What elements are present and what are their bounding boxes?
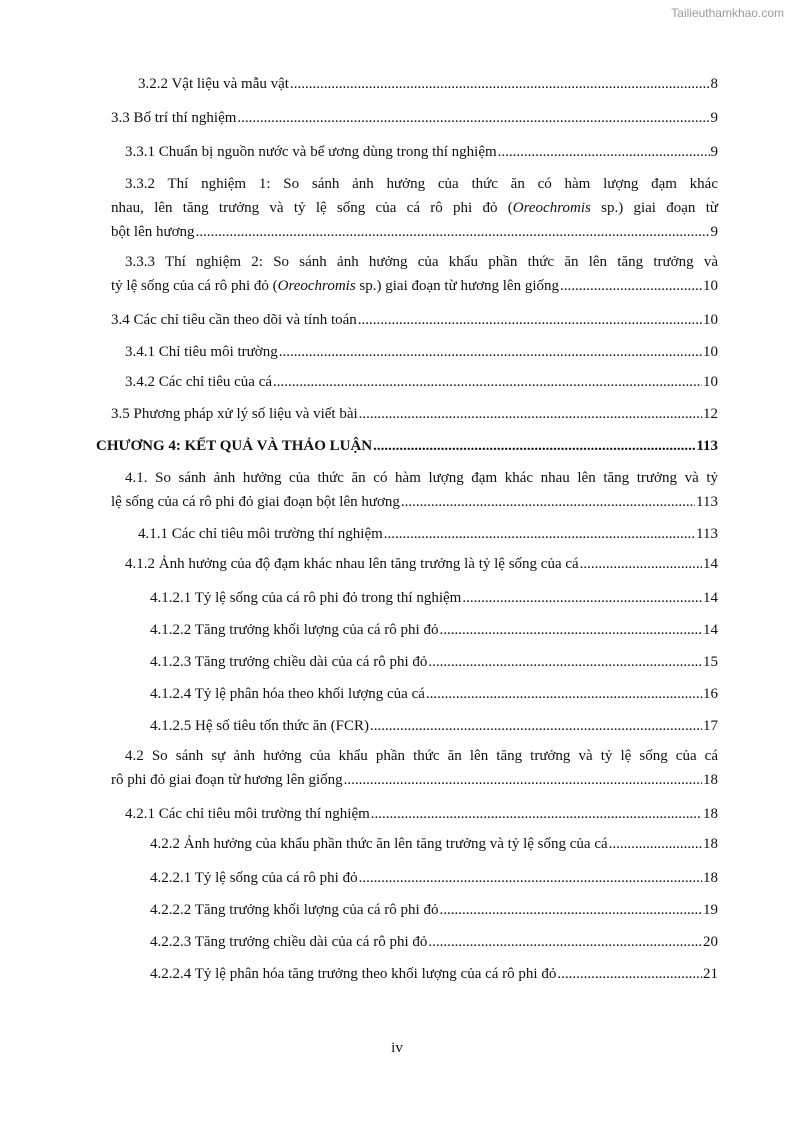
toc-entry-page: 10	[703, 312, 718, 328]
toc-entry-page: 14	[703, 622, 718, 638]
toc-entry-page: 12	[703, 406, 718, 422]
toc-entry-title: 4.1.1 Các chỉ tiêu môi trường thí nghiệm	[138, 526, 383, 542]
toc-entry[interactable]	[125, 140, 718, 164]
toc-entry[interactable]	[125, 802, 718, 826]
toc-entry-page: 9	[710, 110, 718, 126]
toc-entry-title: 3.5 Phương pháp xử lý số liệu và viết bài	[111, 406, 358, 422]
toc-entry-multiline[interactable]	[111, 466, 718, 514]
toc-entry[interactable]	[150, 586, 718, 610]
toc-entry-title: 4.1.2.5 Hệ số tiêu tốn thức ăn (FCR)	[150, 718, 369, 734]
toc-entry-page: 9	[710, 144, 718, 160]
toc-entry[interactable]	[125, 370, 718, 394]
toc-entry-title: 4.1.2.2 Tăng trưởng khối lượng của cá rô phi đỏ	[150, 622, 439, 638]
toc-entry-title: 4.1.2.1 Tỷ lệ sống của cá rô phi đỏ trong thí nghiệm	[150, 590, 462, 606]
toc-entry-title: 4.1.2.4 Tỷ lệ phân hóa theo khối lượng của cá	[150, 686, 425, 702]
toc-entry-line: 4.2 So sánh sự ảnh hưởng của khẩu phần thức ăn lên tăng trưởng và tỷ lệ sống của cá	[125, 748, 718, 764]
toc-entry-page: 15	[703, 654, 718, 670]
toc-entry-page: 113	[696, 526, 718, 542]
toc-entry[interactable]	[150, 930, 718, 954]
toc-chapter-entry[interactable]	[96, 434, 718, 458]
toc-entry-multiline[interactable]	[111, 744, 718, 792]
toc-entry-title: 4.1.2 Ảnh hưởng của độ đạm khác nhau lên tăng trưởng là tỷ lệ sống của cá	[125, 556, 579, 572]
toc-entry[interactable]	[150, 866, 718, 890]
toc-entry-title: lệ sống của cá rô phi đỏ giai đoạn bột lên hương	[111, 494, 400, 510]
toc-entry-title: 4.2.2.2 Tăng trưởng khối lượng của cá rô phi đỏ	[150, 902, 439, 918]
toc-entry-title: rô phi đỏ giai đoạn từ hương lên giống	[111, 772, 343, 788]
toc-entry[interactable]	[111, 308, 718, 332]
toc-entry[interactable]	[150, 618, 718, 642]
toc-entry-line: nhau, lên tăng trưởng và tỷ lệ sống của cá rô phi đỏ (Oreochromis sp.) giai đoạn từ	[111, 200, 719, 216]
toc-entry-page: 10	[703, 374, 718, 390]
toc-entry-page: 18	[703, 870, 718, 886]
toc-entry[interactable]	[125, 552, 718, 576]
toc-entry-title: 4.2.2 Ảnh hưởng của khẩu phần thức ăn lên tăng trưởng và tỷ lệ sống của cá	[150, 836, 608, 852]
toc-entry-page: 18	[703, 806, 718, 822]
toc-entry-title: 4.2.2.1 Tỷ lệ sống của cá rô phi đỏ	[150, 870, 358, 886]
toc-entry-multiline[interactable]	[111, 250, 718, 298]
toc-entry-page: 10	[703, 344, 718, 360]
toc-entry-page: 16	[703, 686, 718, 702]
toc-entry-page: 10	[703, 278, 718, 294]
toc-entry-title: bột lên hương	[111, 224, 195, 240]
toc-entry[interactable]	[111, 106, 718, 130]
toc-entry-page: 14	[703, 590, 718, 606]
toc-entry-title: 3.4 Các chỉ tiêu cần theo dõi và tính toán	[111, 312, 357, 328]
toc-entry-title: 3.2.2 Vật liệu và mẫu vật	[138, 76, 289, 92]
toc-entry-title: 3.4.2 Các chỉ tiêu của cá	[125, 374, 273, 390]
toc-entry[interactable]	[150, 714, 718, 738]
toc-entry-title: 3.3 Bố trí thí nghiệm	[111, 110, 237, 126]
toc-entry-page: 8	[710, 76, 718, 92]
toc-entry-page: 20	[703, 934, 718, 950]
toc-entry-title: 3.4.1 Chỉ tiêu môi trường	[125, 344, 278, 360]
toc-entry-page: 9	[710, 224, 718, 240]
toc-entry[interactable]	[125, 340, 718, 364]
toc-entry-multiline[interactable]	[111, 172, 718, 244]
page-number: iv	[391, 1040, 403, 1056]
toc-entry-page: 113	[696, 438, 718, 454]
toc-entry-page: 21	[703, 966, 718, 982]
toc-entry-title: CHƯƠNG 4: KẾT QUẢ VÀ THẢO LUẬN	[96, 438, 373, 454]
toc-entry-title: 3.3.1 Chuẩn bị nguồn nước và bể ương dùng trong thí nghiệm	[125, 144, 497, 160]
toc-entry-title: tỷ lệ sống của cá rô phi đỏ (Oreochromis sp.) giai đoạn từ hương lên giống	[111, 278, 560, 294]
watermark: Tailieuthamkhao.com	[671, 6, 784, 20]
toc-entry-page: 113	[696, 494, 718, 510]
toc-entry-title: 4.1.2.3 Tăng trưởng chiều dài của cá rô phi đỏ	[150, 654, 428, 670]
toc-entry[interactable]	[150, 650, 718, 674]
toc-entry[interactable]	[150, 682, 718, 706]
toc-entry-title: 4.2.2.4 Tỷ lệ phân hóa tăng trưởng theo khối lượng của cá rô phi đỏ	[150, 966, 557, 982]
toc-entry-page: 18	[703, 836, 718, 852]
toc-entry-line: 3.3.3 Thí nghiệm 2: So sánh ảnh hưởng của khẩu phần thức ăn lên tăng trưởng và	[125, 254, 718, 270]
toc-entry[interactable]	[138, 72, 718, 96]
toc-entry-page: 14	[703, 556, 718, 572]
toc-entry[interactable]	[111, 402, 718, 426]
toc-entry-line: 4.1. So sánh ảnh hưởng của thức ăn có hàm lượng đạm khác nhau lên tăng trưởng và tỷ	[125, 470, 718, 486]
toc-entry-title: 4.2.1 Các chỉ tiêu môi trường thí nghiệm	[125, 806, 370, 822]
toc-entry-page: 18	[703, 772, 718, 788]
toc-entry[interactable]	[150, 832, 718, 856]
toc-entry[interactable]	[138, 522, 718, 546]
toc-entry-line: 3.3.2 Thí nghiệm 1: So sánh ảnh hưởng của thức ăn có hàm lượng đạm khác	[125, 176, 718, 192]
toc-entry[interactable]	[150, 898, 718, 922]
toc-entry[interactable]	[150, 962, 718, 986]
toc-entry-title: 4.2.2.3 Tăng trưởng chiều dài của cá rô phi đỏ	[150, 934, 428, 950]
toc-entry-page: 19	[703, 902, 718, 918]
toc-entry-page: 17	[703, 718, 718, 734]
